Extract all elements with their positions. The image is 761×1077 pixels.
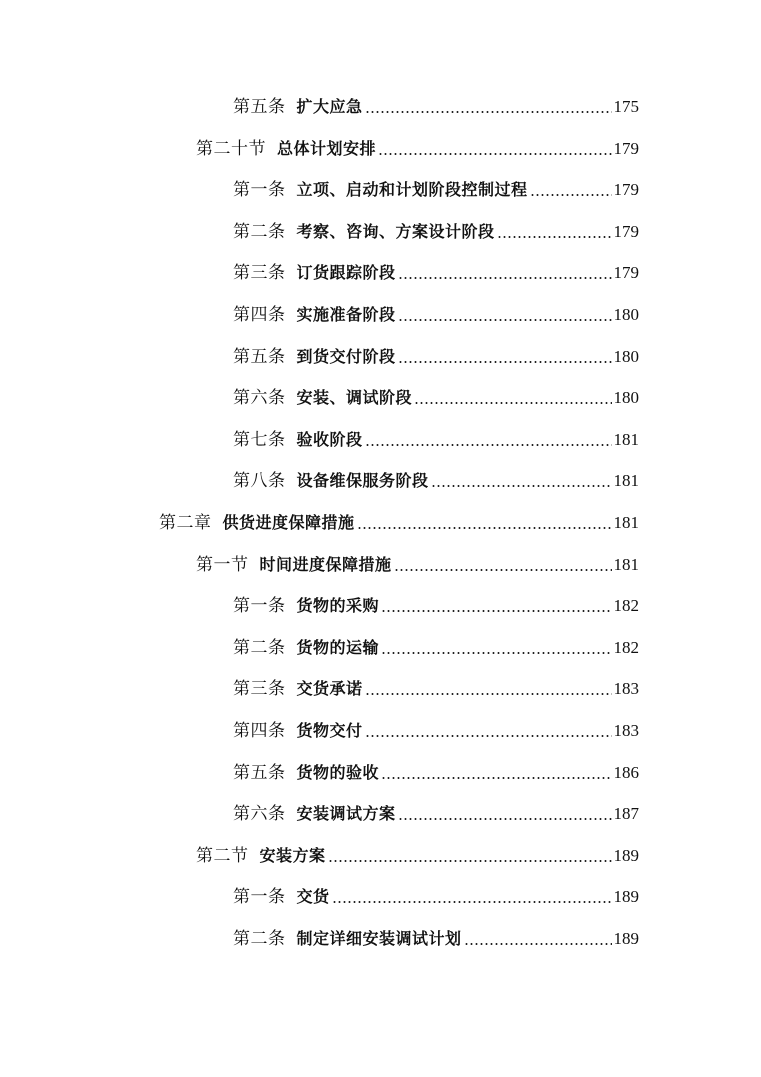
toc-entry-title: 交货 [296, 887, 330, 907]
toc-entry-page-number: 187 [613, 804, 639, 824]
toc-entry-title: 安装、调试阶段 [296, 388, 413, 408]
dot-leader [381, 777, 611, 779]
toc-entry-title: 考察、咨询、方案设计阶段 [296, 221, 495, 241]
toc-entry-title: 立项、启动和计划阶段控制过程 [296, 180, 528, 200]
dot-leader [332, 901, 612, 903]
toc-entry-page-number: 180 [613, 388, 639, 408]
toc-entry[interactable] [233, 716, 639, 746]
dot-leader [414, 402, 611, 404]
toc-entry-title: 设备维保服务阶段 [296, 471, 429, 491]
toc-entry-page-number: 183 [613, 721, 639, 740]
toc-entry-page-number: 179 [613, 138, 639, 158]
toc-entry-title: 货物的运输 [296, 637, 380, 657]
toc-entry-title: 到货交付阶段 [296, 346, 396, 366]
toc-entry-page-number: 181 [613, 513, 639, 532]
toc-entry-page-number: 179 [613, 263, 639, 283]
toc-entry-page-number: 189 [613, 929, 639, 948]
toc-entry-title: 供货进度保障措施 [222, 513, 355, 532]
toc-entry[interactable] [233, 217, 639, 247]
toc-entry-number: 第六条 [233, 388, 286, 409]
toc-entry-page-number: 179 [613, 180, 639, 200]
toc-entry-page-number: 183 [613, 679, 639, 699]
toc-entry[interactable] [233, 425, 639, 455]
toc-entry-page-number: 189 [613, 845, 639, 865]
toc-entry-number: 第五条 [233, 97, 286, 117]
dot-leader [328, 860, 612, 862]
toc-entry[interactable] [233, 758, 639, 788]
toc-entry-number: 第二条 [233, 221, 286, 242]
toc-entry-title: 扩大应急 [296, 97, 363, 116]
dot-leader [398, 319, 612, 321]
toc-entry-number: 第二节 [196, 845, 249, 866]
toc-entry[interactable] [233, 92, 639, 122]
dot-leader [530, 194, 612, 196]
toc-entry-number: 第二条 [233, 929, 286, 949]
toc-entry-number: 第一条 [233, 596, 286, 617]
toc-entry[interactable] [233, 342, 639, 372]
toc-entry-page-number: 179 [613, 221, 639, 241]
toc-entry-number: 第六条 [233, 804, 286, 825]
toc-entry-number: 第二章 [159, 513, 212, 533]
toc-entry-title: 时间进度保障措施 [259, 554, 392, 574]
dot-leader [365, 111, 612, 113]
toc-entry-title: 订货跟踪阶段 [296, 263, 396, 283]
toc-entry[interactable] [233, 924, 639, 954]
dot-leader [398, 277, 612, 279]
toc-entry-title: 验收阶段 [296, 429, 363, 449]
toc-entry[interactable] [233, 300, 639, 330]
toc-entry[interactable] [233, 633, 639, 663]
toc-entry-page-number: 181 [613, 429, 639, 449]
toc-entry-title: 交货承诺 [296, 679, 363, 699]
toc-entry[interactable] [196, 550, 639, 580]
toc-entry[interactable] [196, 841, 639, 871]
dot-leader [378, 153, 611, 155]
toc-entry[interactable] [233, 258, 639, 288]
toc-entry[interactable] [233, 799, 639, 829]
dot-leader [394, 569, 612, 571]
dot-leader [381, 610, 611, 612]
toc-entry[interactable] [233, 175, 639, 205]
toc-entry-number: 第一条 [233, 180, 286, 201]
toc-entry[interactable] [233, 591, 639, 621]
toc-entry-page-number: 180 [613, 346, 639, 366]
toc-entry-page-number: 181 [613, 471, 639, 491]
toc-entry[interactable] [233, 674, 639, 704]
dot-leader [497, 236, 612, 238]
toc-entry-number: 第四条 [233, 305, 286, 325]
toc-entry[interactable] [196, 134, 639, 164]
toc-entry-page-number: 182 [613, 596, 639, 616]
dot-leader [365, 735, 612, 737]
toc-entry-number: 第一条 [233, 887, 286, 908]
toc-entry-number: 第八条 [233, 471, 286, 492]
toc-entry-title: 货物的采购 [296, 596, 380, 616]
dot-leader [365, 693, 612, 695]
toc-entry-page-number: 175 [613, 97, 639, 116]
toc-entry-number: 第一节 [196, 554, 249, 575]
toc-entry-page-number: 182 [613, 637, 639, 657]
toc-entry-page-number: 186 [613, 762, 639, 782]
toc-entry-title: 实施准备阶段 [296, 305, 396, 324]
dot-leader [398, 818, 612, 820]
toc-entry-title: 安装调试方案 [296, 804, 396, 824]
dot-leader [464, 943, 612, 945]
toc-entry-number: 第二十节 [196, 138, 266, 159]
toc-entry-title: 货物的验收 [296, 762, 380, 782]
dot-leader [431, 485, 612, 487]
toc-entry-number: 第五条 [233, 762, 286, 783]
toc-entry[interactable] [233, 383, 639, 413]
dot-leader [357, 527, 612, 529]
toc-entry-title: 制定详细安装调试计划 [296, 929, 462, 948]
toc-entry-title: 货物交付 [296, 721, 363, 740]
toc-entry-page-number: 189 [613, 887, 639, 907]
dot-leader [381, 652, 611, 654]
toc-entry[interactable] [233, 466, 639, 496]
toc-entry-title: 安装方案 [259, 845, 326, 865]
toc-entry-page-number: 181 [613, 554, 639, 574]
toc-entry-number: 第三条 [233, 679, 286, 700]
dot-leader [365, 444, 612, 446]
toc-entry-number: 第二条 [233, 637, 286, 658]
toc-entry-title: 总体计划安排 [277, 138, 377, 158]
toc-entry-number: 第三条 [233, 263, 286, 284]
dot-leader [398, 361, 612, 363]
toc-entry-number: 第四条 [233, 721, 286, 741]
toc-entry-number: 第七条 [233, 429, 286, 450]
toc-entry[interactable] [233, 882, 639, 912]
toc-entry[interactable] [159, 508, 639, 538]
toc-entry-page-number: 180 [613, 305, 639, 324]
toc-entry-number: 第五条 [233, 346, 286, 367]
